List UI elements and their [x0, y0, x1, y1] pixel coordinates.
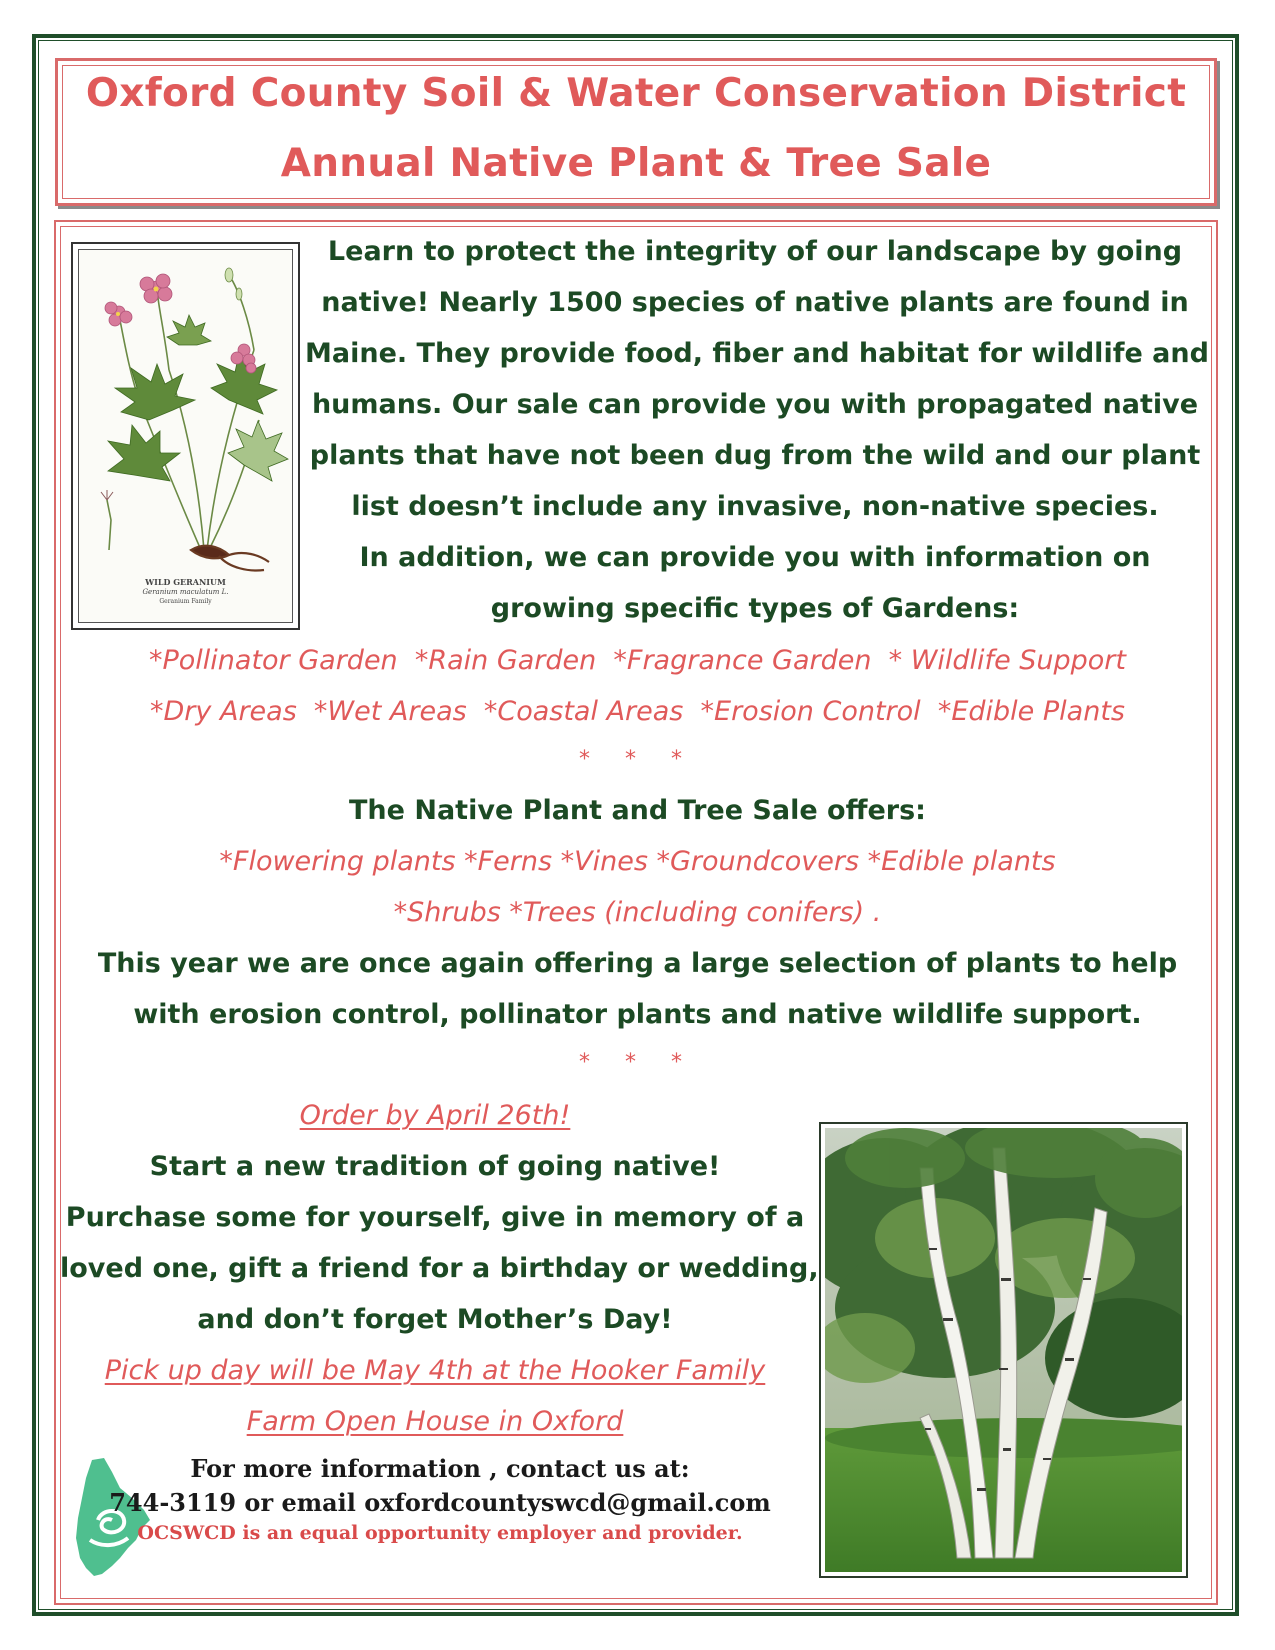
intro-line-4: humans. Our sale can provide you with propagated native — [311, 389, 1199, 420]
intro-line-2: native! Nearly 1500 species of native plants are found in — [321, 287, 1189, 318]
offers-heading: The Native Plant and Tree Sale offers: — [349, 795, 926, 826]
order-deadline: Order by April 26th! — [299, 1100, 571, 1131]
sale-title: Annual Native Plant & Tree Sale — [280, 141, 992, 186]
intro-line-5: plants that have not been dug from the wild and our plant — [309, 440, 1201, 471]
org-title: Oxford County Soil & Water Conservation District — [85, 71, 1187, 116]
garden-types-line-2: *Dry Areas *Wet Areas *Coastal Areas *Erosion Control *Edible Plants — [150, 696, 1125, 727]
separator-stars-2: * * * — [579, 1050, 696, 1075]
order-line-4: and don’t forget Mother’s Day! — [197, 1304, 673, 1335]
intro-line-7: In addition, we can provide you with information on — [359, 542, 1151, 573]
intro-line-8: growing specific types of Gardens: — [490, 593, 1020, 624]
garden-types-line-1: *Pollinator Garden *Rain Garden *Fragrance Garden * Wildlife Support — [148, 645, 1126, 676]
order-line-2: Purchase some for yourself, give in memory of a — [65, 1202, 805, 1233]
illustration-caption-latin: Geranium maculatum L. — [142, 588, 229, 596]
offers-items-line-1: *Flowering plants *Ferns *Vines *Groundcovers *Edible plants — [219, 846, 1056, 877]
contact-heading: For more information , contact us at: — [190, 1454, 690, 1483]
contact-phone-email: 744-3119 or email oxfordcountyswcd@gmail.com — [109, 1488, 771, 1517]
offers-items-line-2: *Shrubs *Trees (including conifers) . — [393, 897, 882, 928]
wild-geranium-illustration — [71, 242, 300, 630]
intro-line-1: Learn to protect the integrity of our landscape by going — [327, 236, 1183, 267]
pickup-line-2: Farm Open House in Oxford — [246, 1406, 624, 1437]
equal-opportunity-notice: OCSWCD is an equal opportunity employer and provider. — [137, 1522, 743, 1544]
intro-line-6: list doesn’t include any invasive, non-native species. — [351, 491, 1159, 522]
illustration-caption-title: WILD GERANIUM — [145, 577, 226, 587]
intro-line-3: Maine. They provide food, fiber and habitat for wildlife and — [305, 338, 1209, 369]
illustration-caption-family: Geranium Family — [159, 598, 212, 605]
pickup-line-1: Pick up day will be May 4th at the Hooker Family — [104, 1355, 766, 1386]
title-banner — [55, 58, 1217, 206]
order-line-1: Start a new tradition of going native! — [149, 1151, 721, 1182]
birch-tree-drawing — [825, 1128, 1182, 1572]
separator-stars-1: * * * — [579, 747, 696, 772]
birch-tree-photo — [819, 1122, 1188, 1578]
offers-note-line-1: This year we are once again offering a large selection of plants to help — [97, 948, 1178, 979]
order-line-3: loved one, gift a friend for a birthday or wedding, — [60, 1253, 819, 1284]
geranium-drawing — [79, 250, 296, 626]
offers-note-line-2: with erosion control, pollinator plants and native wildlife support. — [133, 999, 1142, 1030]
